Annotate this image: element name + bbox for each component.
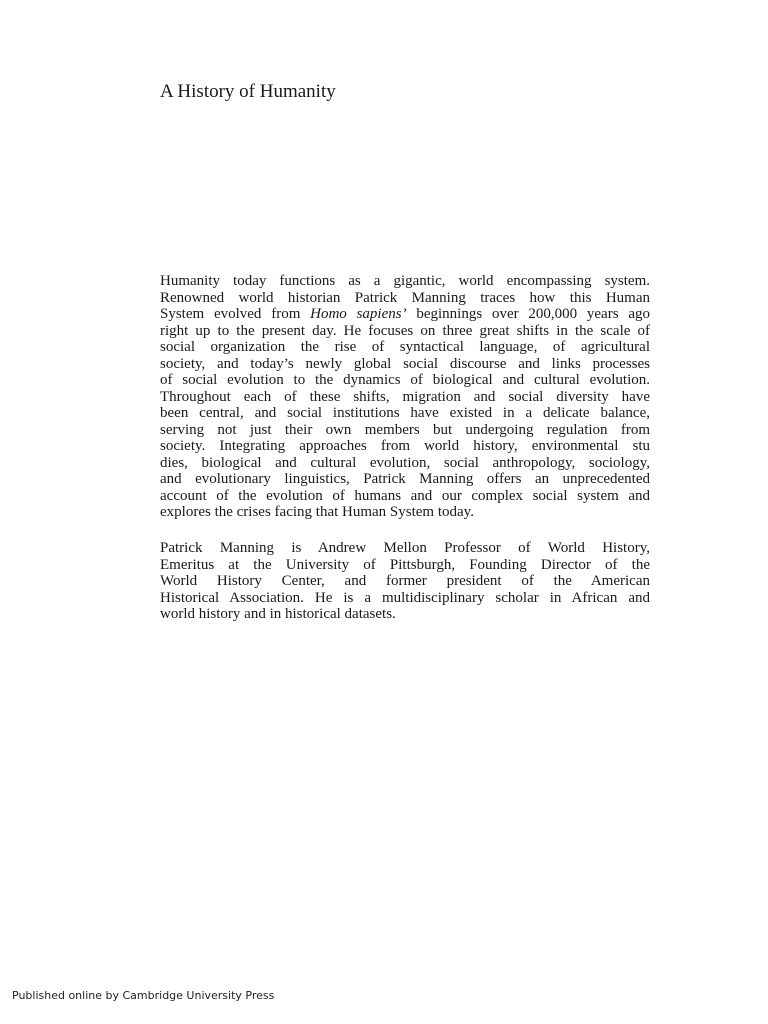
description-line: Renowned world historian Patrick Manning traces how this Human — [160, 289, 650, 306]
description-line: Humanity today functions as a gigantic, world encompassing system. — [160, 273, 650, 289]
bio-line: world history and in historical datasets. — [160, 606, 396, 622]
page-title: A History of Humanity — [160, 81, 336, 102]
description-line: social organization the rise of syntactical language, of agricultural — [160, 339, 650, 355]
description-line — [160, 306, 650, 323]
bio-line: Emeritus at the University of Pittsburgh, Founding Director of the — [160, 556, 650, 573]
description-line: explores the crises facing that Human System today. — [160, 504, 474, 520]
bio-line: World History Center, and former president of the American — [160, 573, 650, 589]
description-line: of social evolution to the dynamics of biological and cultural evolution. — [160, 372, 650, 388]
publisher-footer: Published online by Cambridge University Press — [12, 989, 275, 1002]
bio-line: Historical Association. He is a multidisciplinary scholar in African and — [160, 589, 650, 606]
description-line: and evolutionary linguistics, Patrick Manning offers an unprecedented — [160, 471, 650, 487]
bio-line: Patrick Manning is Andrew Mellon Professor of World History, — [160, 540, 650, 556]
species-name: Homo sapiens’ — [310, 306, 407, 322]
book-description — [160, 273, 650, 521]
description-line: society, and today’s newly global social discourse and links processes — [160, 355, 650, 372]
description-line: dies, biological and cultural evolution, social anthropology, sociology, — [160, 454, 650, 471]
description-line: been central, and social institutions have existed in a delicate balance, — [160, 405, 650, 421]
description-line-end: beginnings over 200,000 years ago — [406, 306, 650, 322]
description-line: account of the evolution of humans and our complex social system and — [160, 487, 650, 504]
description-line-start: System evolved from — [160, 306, 311, 322]
description-line: serving not just their own members but undergoing regulation from — [160, 421, 650, 438]
description-line: Throughout each of these shifts, migration and social diversity have — [160, 388, 650, 405]
author-bio — [160, 540, 650, 623]
description-line: society. Integrating approaches from world history, environmental stu — [160, 438, 650, 454]
description-line: right up to the present day. He focuses on three great shifts in the scale of — [160, 322, 650, 339]
